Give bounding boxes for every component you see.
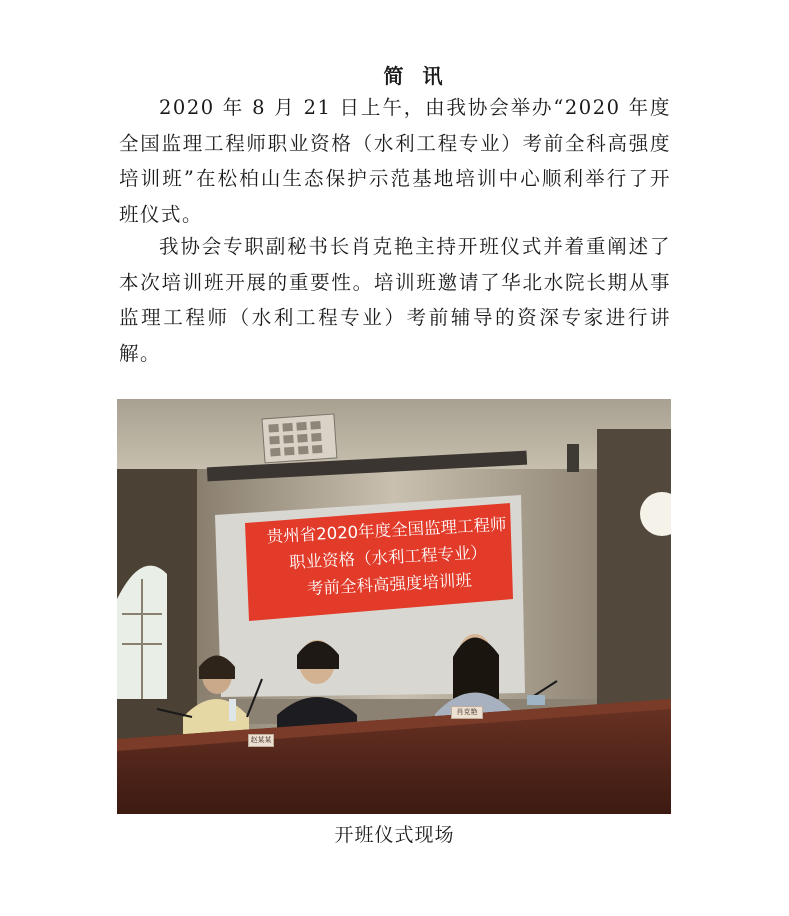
- banner-text: [255, 510, 521, 605]
- photo-scene: [117, 399, 671, 814]
- paragraph-2: 我协会专职副秘书长肖克艳主持开班仪式并着重阐述了本次培训班开展的重要性。培训班邀请了华北水院长期从事监理工程师（水利工程专业）考前辅导的资深专家进行讲解。: [119, 235, 671, 365]
- document-title: 简 讯: [383, 64, 449, 88]
- ceiling-vent: [262, 414, 337, 463]
- paragraph-1: 2020 年 8 月 21 日上午，由我协会举办“2020 年度全国监理工程师职业资格（水利工程专业）考前全科高强度培训班”在松柏山生态保护示范基地培训中心顺利举行了开班仪式。: [119, 96, 671, 226]
- banner-line: 考前全科高强度培训班: [306, 570, 473, 599]
- banner-line: 职业资格（水利工程专业）: [288, 542, 488, 573]
- opening-ceremony-photo: [117, 399, 671, 814]
- nameplate: 赵某某: [248, 734, 274, 747]
- photo-caption: 开班仪式现场: [334, 824, 455, 846]
- nameplate: 肖克艳: [451, 706, 483, 719]
- banner-line: 贵州省2020年度全国监理工程师: [266, 514, 507, 547]
